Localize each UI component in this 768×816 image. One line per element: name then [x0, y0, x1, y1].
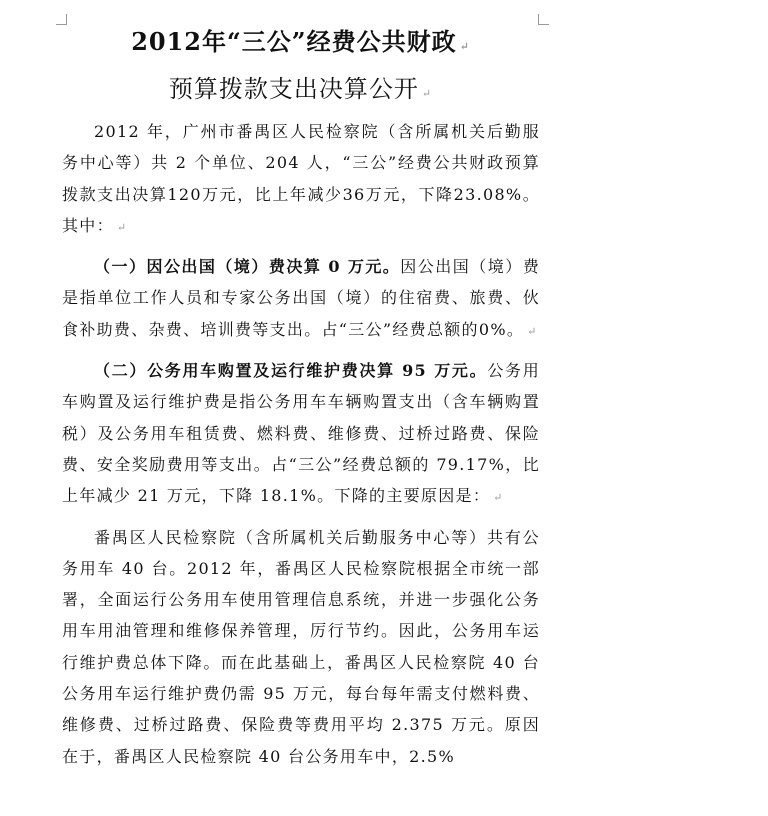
paragraph-text: 因公出国（境）费是指单位工作人员和专家公务出国（境）的住宿费、旅费、伙食补助费、杂费、培训费等支出。占“三公”经费总额的0%。 [62, 257, 540, 339]
paragraph-mark-icon: ↵ [421, 87, 432, 100]
document-body [62, 116, 540, 780]
paragraph-mark-icon: ↵ [527, 324, 537, 338]
paragraph-summary [62, 116, 540, 243]
paragraph-mark-icon: ↵ [116, 220, 127, 234]
paragraph-mark-icon: ↵ [459, 40, 469, 53]
paragraph-text: 番禺区人民检察院（含所属机关后勤服务中心等）共有公务用车 40 台。2012 年，番禺区人民检察院根据全市统一部署，全面运行公务用车使用管理信息系统，并进一步强化公务用车用油管理和维修保养管理，厉行节约。因此，公务用车运行维护费总体下降。而在此基础上，番禺区人民检察院 40 台公务用车运行维护费仍需 95 万元，每台每年需支付燃料费、维修费、过桥过路费、保险费等费用平均 2.375 万元。原因在于，番禺区人民检察院 40 台公务用车中，2.5% [62, 527, 540, 766]
crop-mark-top-right [538, 14, 549, 25]
document-title-line-2 [0, 74, 600, 109]
paragraph-text: 公务用车购置及运行维护费是指公务用车车辆购置支出（含车辆购置税）及公务用车租赁费、燃料费、维修费、过桥过路费、保险费、安全奖励费用等支出。占“三公”经费总额的 79.17%，比上年减少 21 万元，下降 18.1%。下降的主要原因是： [62, 361, 541, 506]
paragraph-text: 2012 年，广州市番禺区人民检察院（含所属机关后勤服务中心等）共 2 个单位、204 人，“三公”经费公共财政预算拨款支出决算120万元，比上年减少36万元，下降23.08%。其中： [62, 122, 540, 235]
paragraph-mark-icon: ↵ [493, 491, 503, 505]
title-line-2-text: 预算拨款支出决算公开 [168, 75, 419, 103]
paragraph-overseas-travel [62, 251, 540, 347]
crop-mark-top-left [56, 14, 67, 25]
paragraph-lead: （一）因公出国（境）费决算 0 万元。 [94, 257, 401, 277]
paragraph-vehicle-details [62, 522, 540, 772]
document-title-line-1 [0, 27, 600, 62]
paragraph-lead: （二）公务用车购置及运行维护费决算 95 万元。 [94, 361, 488, 381]
paragraph-vehicle-costs [62, 355, 540, 513]
title-line-1-text: 2012年“三公”经费公共财政 [131, 27, 457, 56]
